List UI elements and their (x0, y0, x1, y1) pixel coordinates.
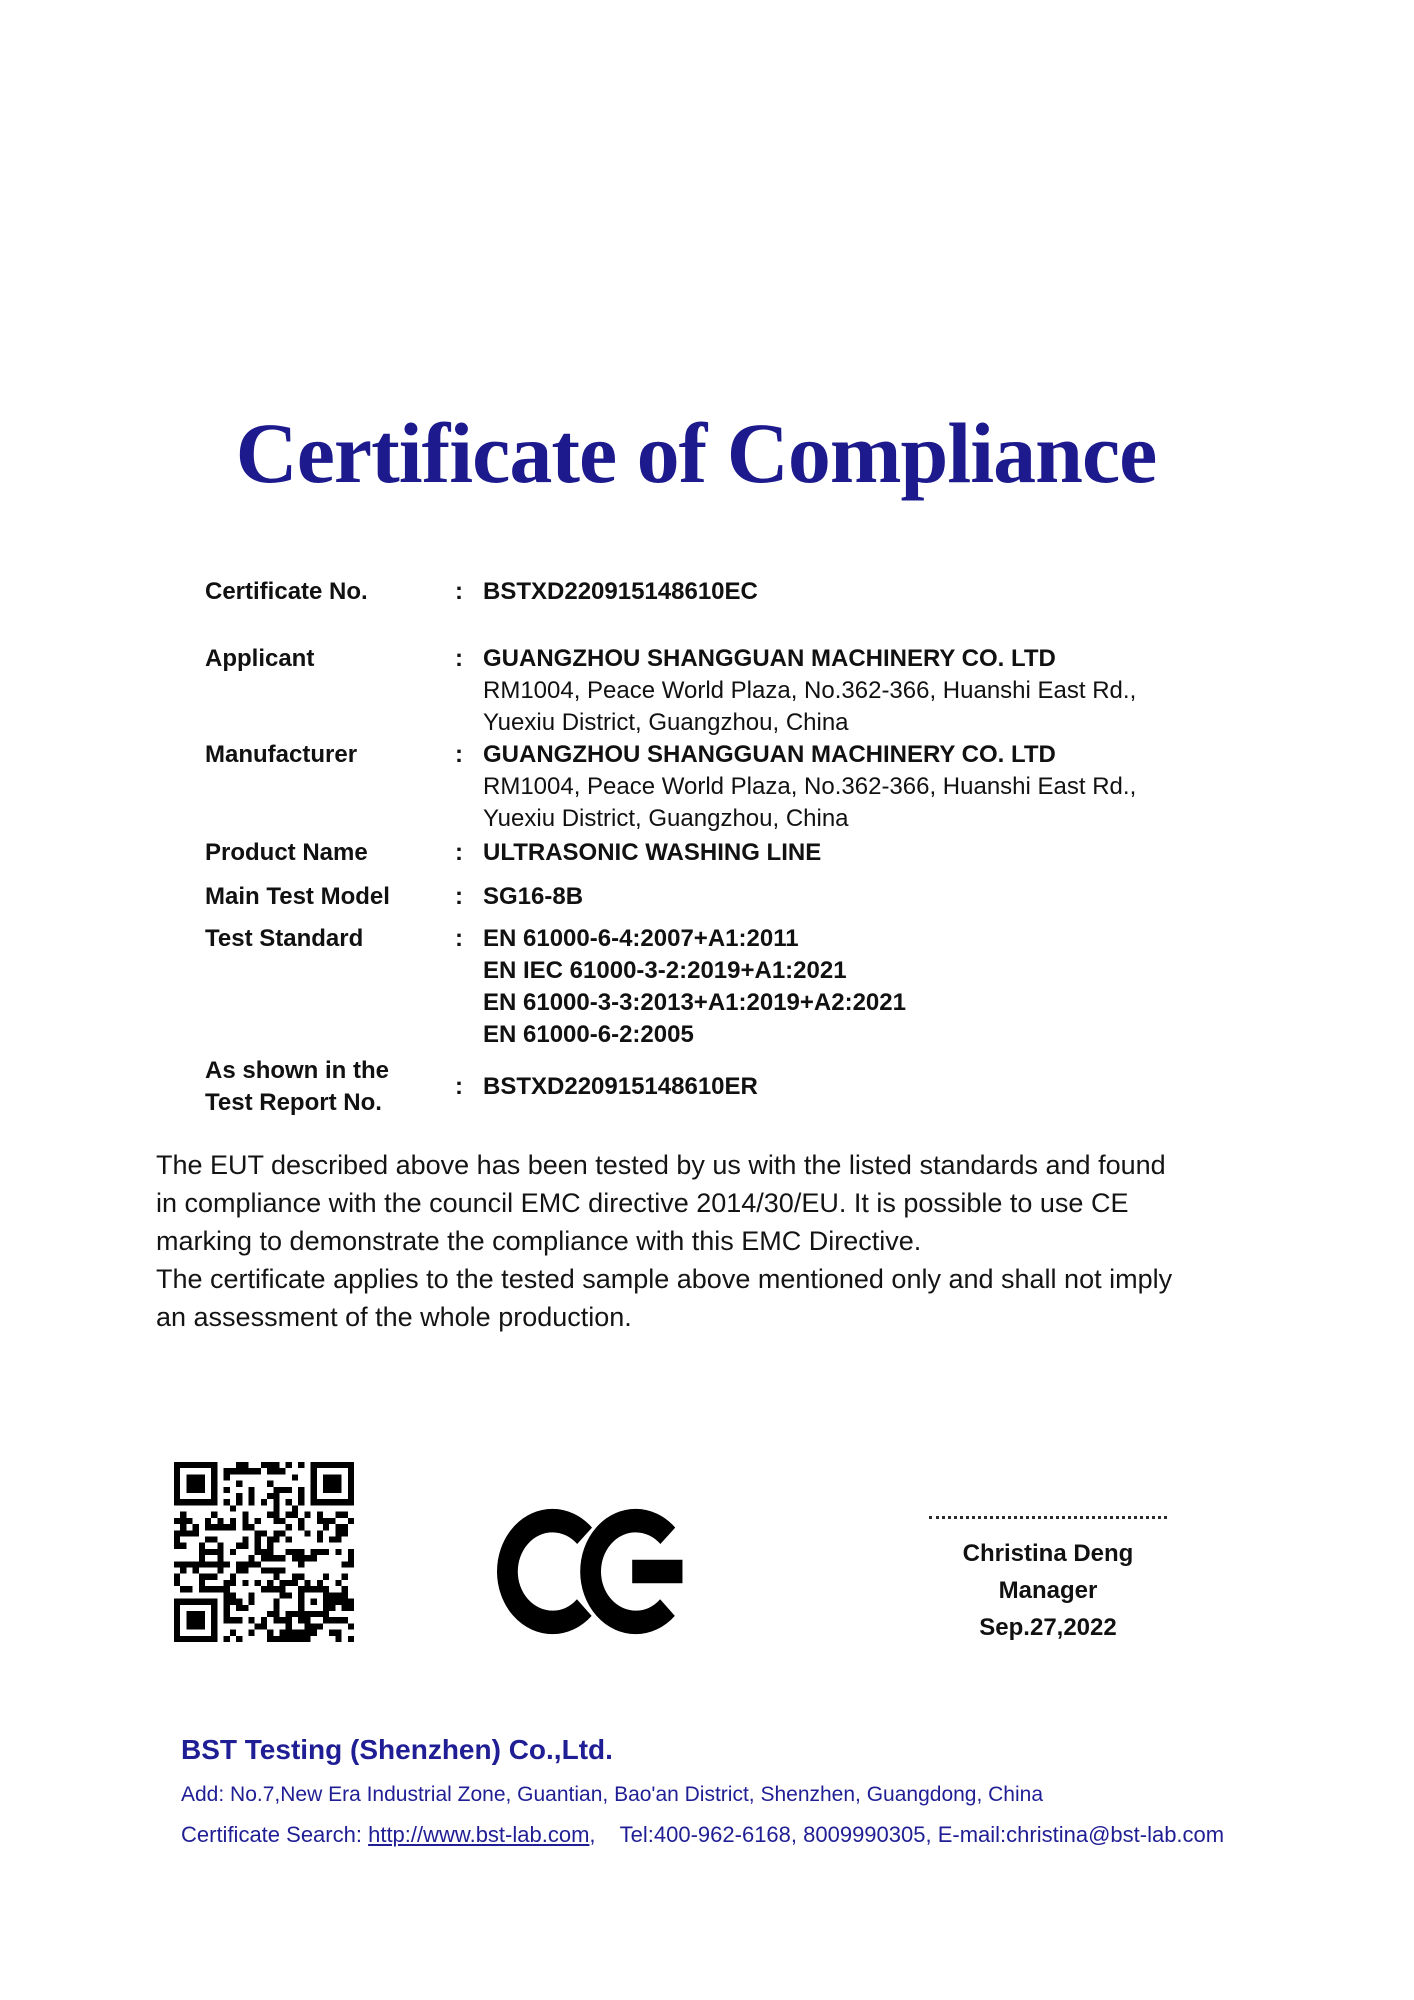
certificate-title: Certificate of Compliance (235, 405, 1157, 501)
manufacturer-address-line2: Yuexiu District, Guangzhou, China (483, 805, 849, 832)
test-standard-line1: EN 61000-6-4:2007+A1:2011 (483, 925, 799, 952)
field-label-line1: As shown in the (205, 1057, 390, 1084)
field-colon: : (455, 1073, 463, 1100)
statement-line: in compliance with the council EMC directive 2014/30/EU. It is possible to use CE (156, 1188, 1129, 1218)
test-standard-line2: EN IEC 61000-3-2:2019+A1:2021 (483, 957, 847, 984)
search-separator: , (589, 1822, 596, 1847)
statement-line: marking to demonstrate the compliance with this EMC Directive. (156, 1226, 922, 1256)
field-label: Main Test Model (205, 883, 390, 910)
test-report-number: BSTXD220915148610ER (483, 1073, 758, 1100)
product-name: ULTRASONIC WASHING LINE (483, 839, 822, 866)
field-label (205, 1055, 455, 1119)
field-colon: : (455, 578, 463, 605)
test-standard-line4: EN 61000-6-2:2005 (483, 1021, 694, 1048)
field-colon: : (455, 883, 463, 910)
certificate-search-link[interactable]: http://www.bst-lab.com (368, 1822, 590, 1847)
manufacturer-address-line1: RM1004, Peace World Plaza, No.362-366, Huanshi East Rd., (483, 773, 1137, 800)
field-row-applicant (205, 643, 1265, 739)
manufacturer-name: GUANGZHOU SHANGGUAN MACHINERY CO. LTD (483, 741, 1056, 768)
signature-block (918, 1516, 1178, 1646)
certificate-number: BSTXD220915148610EC (483, 578, 758, 605)
lab-address: Add: No.7,New Era Industrial Zone, Guantian, Bao'an District, Shenzhen, Guangdong, China (181, 1783, 1044, 1806)
field-label: Product Name (205, 839, 368, 866)
statement-line: an assessment of the whole production. (156, 1302, 632, 1332)
field-label-line2: Test Report No. (205, 1089, 382, 1116)
qr-code-icon (174, 1462, 354, 1642)
field-colon: : (455, 839, 463, 866)
statement-line: The EUT described above has been tested by us with the listed standards and found (156, 1150, 1166, 1180)
field-label: Applicant (205, 645, 315, 672)
field-colon: : (455, 925, 463, 952)
lab-footer (181, 1733, 1301, 1849)
certificate-search-line (181, 1821, 1301, 1849)
field-label: Certificate No. (205, 578, 368, 605)
field-row-test-report-no (205, 1055, 1265, 1119)
signer-role: Manager (998, 1577, 1098, 1604)
signature-dotted-line (929, 1516, 1167, 1519)
signature-date: Sep.27,2022 (979, 1614, 1117, 1641)
field-row-product-name (205, 837, 1265, 869)
test-standard-line3: EN 61000-3-3:2013+A1:2019+A2:2021 (483, 989, 906, 1016)
field-row-manufacturer (205, 739, 1265, 835)
field-row-certificate-no (205, 576, 1265, 608)
field-row-main-test-model (205, 881, 1265, 913)
signer-name: Christina Deng (962, 1540, 1134, 1567)
field-colon: : (455, 741, 463, 768)
applicant-address-line1: RM1004, Peace World Plaza, No.362-366, Huanshi East Rd., (483, 677, 1137, 704)
statement-paragraph (156, 1146, 1276, 1336)
certificate-search-label: Certificate Search: (181, 1822, 362, 1847)
ce-mark-icon (497, 1503, 692, 1640)
field-label: Test Standard (205, 925, 364, 952)
field-colon: : (455, 645, 463, 672)
main-test-model: SG16-8B (483, 883, 584, 910)
applicant-name: GUANGZHOU SHANGGUAN MACHINERY CO. LTD (483, 645, 1056, 672)
applicant-address-line2: Yuexiu District, Guangzhou, China (483, 709, 849, 736)
field-row-test-standard (205, 923, 1265, 1051)
statement-line: The certificate applies to the tested sample above mentioned only and shall not imply (156, 1264, 1173, 1294)
field-label: Manufacturer (205, 741, 358, 768)
certificate-fields (205, 576, 1265, 1119)
lab-contact-info: Tel:400-962-6168, 8009990305, E-mail:christina@bst-lab.com (619, 1822, 1225, 1847)
lab-company-name: BST Testing (Shenzhen) Co.,Ltd. (181, 1734, 613, 1765)
